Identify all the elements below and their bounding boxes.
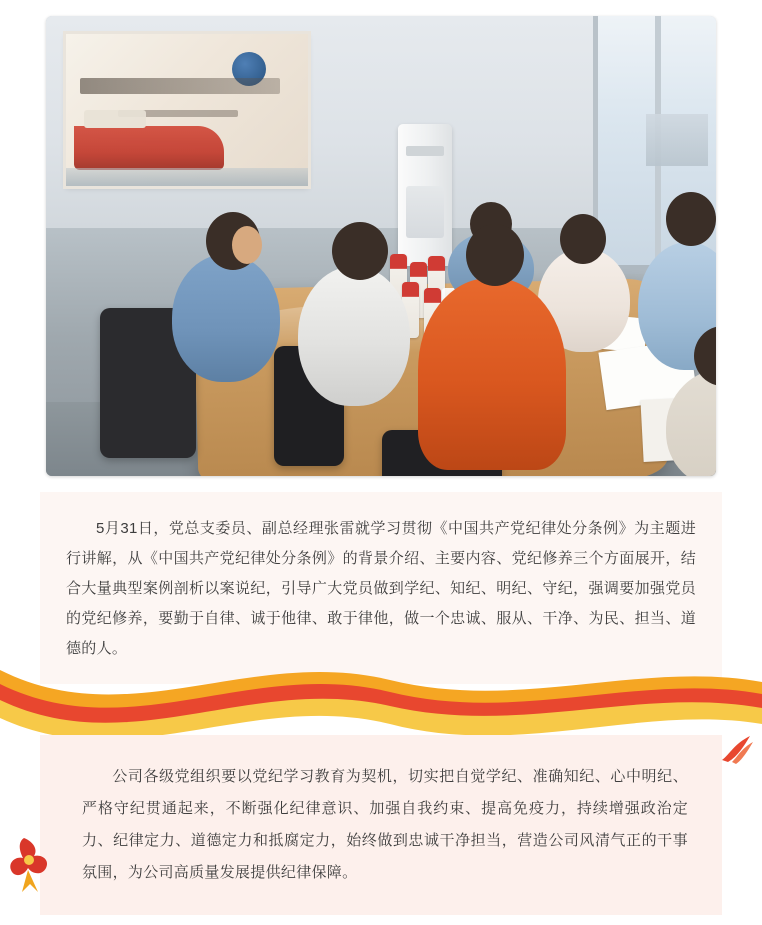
attendee-head	[466, 224, 524, 286]
attendee-head	[560, 214, 606, 264]
paragraph-1-text: 5月31日，党总支委员、副总经理张雷就学习贯彻《中国共产党纪律处分条例》为主题进行讲解，从《中国共产党纪律处分条例》的背景介绍、主要内容、党纪修养三个方面展开，结合大量典型案例剖析以案说纪，引导广大党员做到学纪、知纪、明纪、守纪，强调要加强党员的党纪修养，要勤于自律、诚于他律、敢于律他，做一个忠诚、服从、干净、为民、担当、道德的人。	[66, 520, 696, 657]
attendee	[418, 278, 566, 470]
wave-divider	[0, 640, 762, 745]
photo-canvas	[46, 16, 716, 476]
paragraph-2-text: 公司各级党组织要以党纪学习教育为契机，切实把自觉学纪、准确知纪、心中明纪、严格守纪贯通起来，不断强化纪律意识、加强自我约束、提高免疫力，持续增强政治定力、纪律定力、道德定力和抵腐定力，始终做到忠诚干净担当，营造公司风清气正的干事氛围，为公司高质量发展提供纪律保障。	[82, 768, 688, 881]
slide-title-text	[80, 78, 280, 94]
ribbon-icon	[720, 734, 754, 764]
attendee	[298, 266, 410, 406]
attendee-head	[666, 192, 716, 246]
air-conditioner	[398, 124, 452, 266]
attendee-head	[332, 222, 388, 280]
slide-sea-graphic	[66, 168, 308, 186]
slide-ship-graphic	[74, 126, 224, 170]
chinese-knot-icon	[8, 836, 54, 894]
speaker-face	[232, 226, 262, 264]
projection-screen	[66, 34, 308, 186]
outside-building	[646, 114, 708, 166]
meeting-photo	[46, 16, 716, 476]
paragraph-block-2	[40, 735, 722, 915]
speaker	[172, 254, 280, 382]
